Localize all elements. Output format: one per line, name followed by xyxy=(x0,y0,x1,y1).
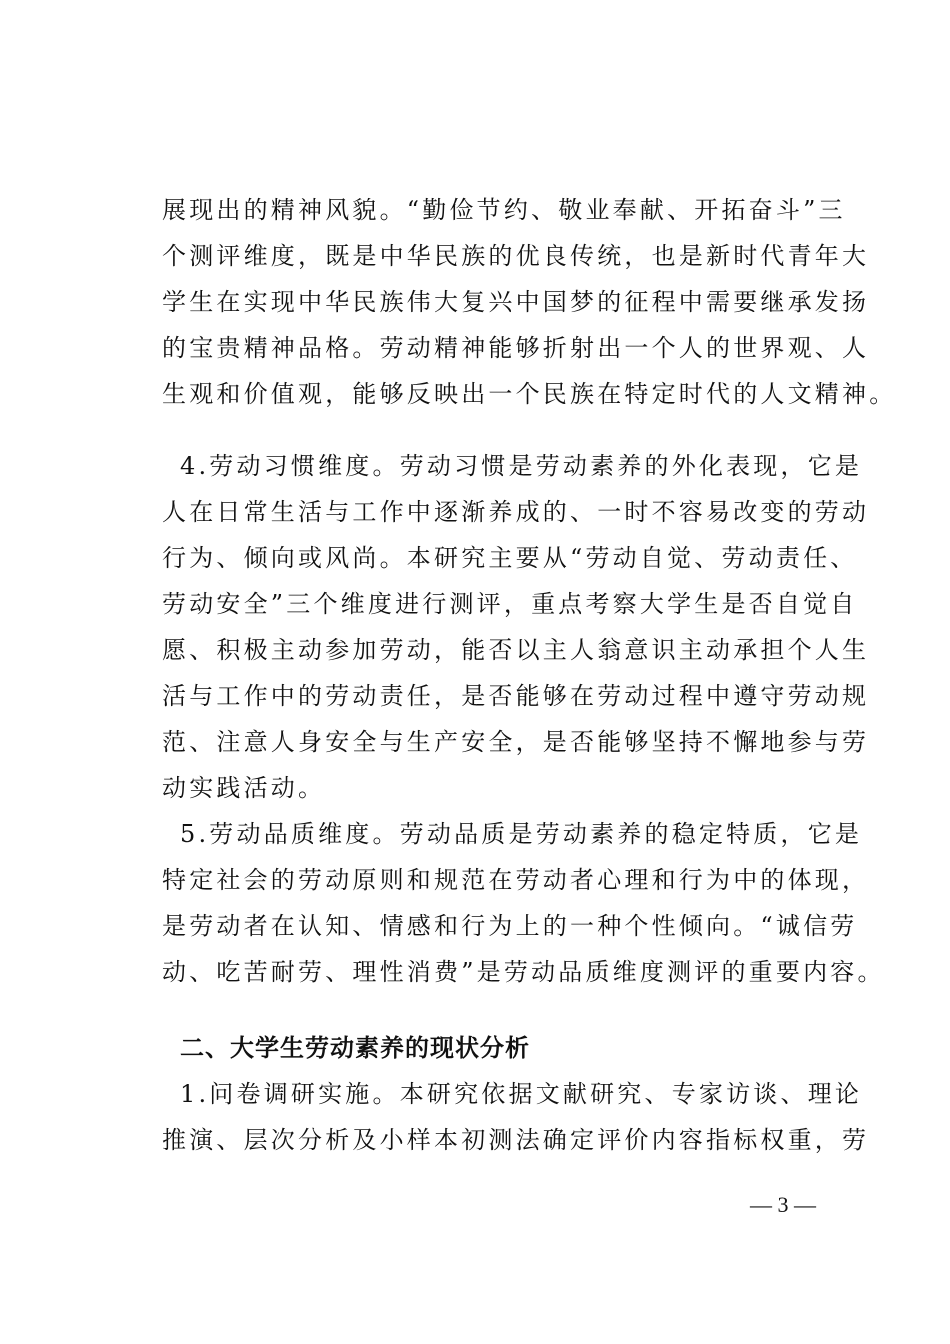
text-line: 5.劳动品质维度。劳动品质是劳动素养的稳定特质，它是 xyxy=(180,820,863,848)
text-line: 动、吃苦耐劳、理性消费”是劳动品质维度测评的重要内容。 xyxy=(162,958,885,986)
text-line: 行为、倾向或风尚。本研究主要从“劳动自觉、劳动责任、 xyxy=(162,544,858,572)
section-heading: 二、大学生劳动素养的现状分析 xyxy=(180,1034,530,1062)
text-line: 是劳动者在认知、情感和行为上的一种个性倾向。“诚信劳 xyxy=(162,912,858,940)
text-line: 的宝贵精神品格。劳动精神能够折射出一个人的世界观、人 xyxy=(162,334,870,362)
text-line: 推演、层次分析及小样本初测法确定评价内容指标权重，劳 xyxy=(162,1126,870,1154)
text-line: 特定社会的劳动原则和规范在劳动者心理和行为中的体现， xyxy=(162,866,870,894)
page-number: — 3 — xyxy=(750,1192,816,1217)
text-line: 愿、积极主动参加劳动，能否以主人翁意识主动承担个人生 xyxy=(162,636,870,664)
text-line: 活与工作中的劳动责任，是否能够在劳动过程中遵守劳动规 xyxy=(162,682,870,710)
text-line: 个测评维度，既是中华民族的优良传统，也是新时代青年大 xyxy=(162,242,870,270)
text-line: 范、注意人身安全与生产安全，是否能够坚持不懈地参与劳 xyxy=(162,728,870,756)
text-line: 1.问卷调研实施。本研究依据文献研究、专家访谈、理论 xyxy=(180,1080,863,1108)
text-line: 生观和价值观，能够反映出一个民族在特定时代的人文精神。 xyxy=(162,380,897,408)
text-line: 4.劳动习惯维度。劳动习惯是劳动素养的外化表现，它是 xyxy=(180,452,863,480)
text-line: 展现出的精神风貌。“勤俭节约、敬业奉献、开拓奋斗”三 xyxy=(162,196,846,224)
text-line: 人在日常生活与工作中逐渐养成的、一时不容易改变的劳动 xyxy=(162,498,870,526)
text-line: 动实践活动。 xyxy=(162,774,326,802)
text-line: 学生在实现中华民族伟大复兴中国梦的征程中需要继承发扬 xyxy=(162,288,870,316)
text-line: 劳动安全”三个维度进行测评，重点考察大学生是否自觉自 xyxy=(162,590,858,618)
